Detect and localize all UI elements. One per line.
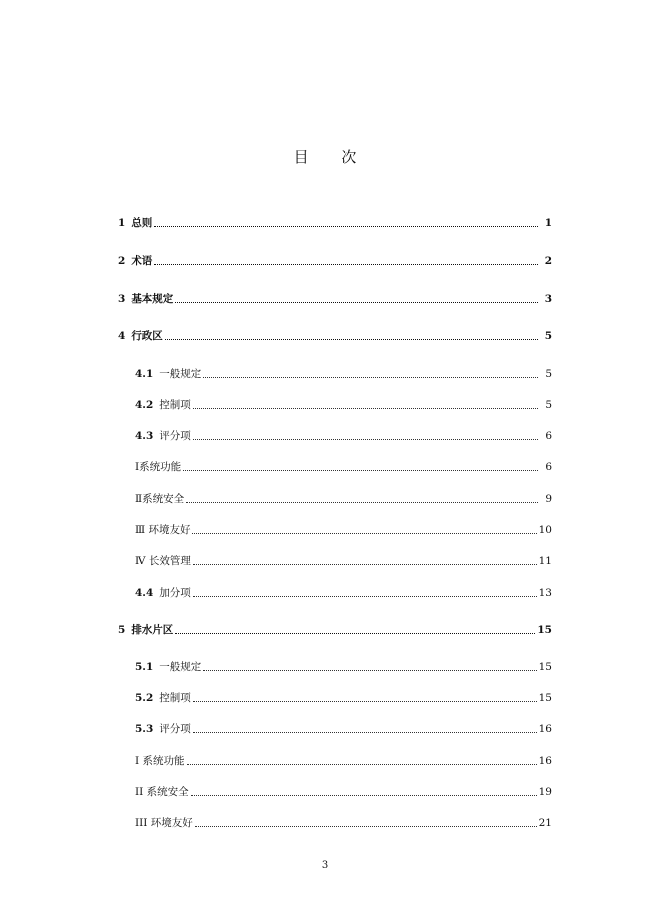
dot-leader xyxy=(183,470,538,471)
toc-entry-label: II 系统安全 xyxy=(135,786,189,798)
toc-entry-number: 5.3 xyxy=(135,723,154,735)
toc-entry-label: 排水片区 xyxy=(131,624,174,636)
dot-leader xyxy=(195,826,537,827)
dot-leader xyxy=(191,795,537,796)
toc-entry-5-3-iii[interactable] xyxy=(135,814,552,830)
toc-entry-label: 加分项 xyxy=(159,587,191,599)
toc-entry-4-3-ii[interactable] xyxy=(135,490,552,506)
toc-entry-label: 基本规定 xyxy=(131,293,174,305)
toc-entry-page: 6 xyxy=(545,461,552,473)
toc-entry-page: 21 xyxy=(538,817,552,829)
toc-entry-number: 4.2 xyxy=(135,399,154,411)
dot-leader xyxy=(175,302,538,303)
toc-entry-label: 控制项 xyxy=(159,399,191,411)
toc-entry-page: 16 xyxy=(538,723,552,735)
toc-entry-page: 15 xyxy=(538,692,552,704)
toc-entry-label: 一般规定 xyxy=(159,661,202,673)
toc-entry-number: 5 xyxy=(118,624,126,636)
toc-entry-page: 19 xyxy=(538,786,552,798)
toc-entry-4-3-i[interactable] xyxy=(135,458,552,474)
toc-entry-page: 13 xyxy=(538,587,552,599)
toc-entry-5[interactable] xyxy=(118,621,552,637)
toc-entry-5-3-ii[interactable] xyxy=(135,783,552,799)
toc-entry-page: 5 xyxy=(545,368,552,380)
toc-entry-3[interactable] xyxy=(118,290,552,306)
toc-entry-page: 5 xyxy=(545,399,552,411)
dot-leader xyxy=(154,226,538,227)
dot-leader xyxy=(193,564,537,565)
dot-leader xyxy=(193,408,538,409)
toc-entry-label: I 系统功能 xyxy=(135,755,185,767)
toc-entry-page: 9 xyxy=(545,493,552,505)
toc-entry-number: 1 xyxy=(118,217,126,229)
dot-leader xyxy=(203,670,536,671)
toc-entry-label: 一般规定 xyxy=(159,368,202,380)
toc-entry-page: 3 xyxy=(544,293,552,305)
toc-entry-number: 4.3 xyxy=(135,430,154,442)
toc-entry-label: Ⅰ系统功能 xyxy=(135,461,182,473)
toc-entry-number: 2 xyxy=(118,255,126,267)
toc-entry-4-3-iv[interactable] xyxy=(135,552,552,568)
dot-leader xyxy=(193,701,537,702)
toc-entry-label: 总则 xyxy=(131,217,153,229)
toc-entry-2[interactable] xyxy=(118,252,552,268)
toc-entry-label: 行政区 xyxy=(131,330,163,342)
toc-entry-5-2[interactable] xyxy=(135,689,552,705)
toc-entry-number: 5.2 xyxy=(135,692,154,704)
dot-leader xyxy=(193,732,537,733)
toc-entry-number: 4.4 xyxy=(135,587,154,599)
page-title: 目 次 xyxy=(293,148,371,166)
toc-entry-label: Ⅲ 环境友好 xyxy=(135,524,191,536)
toc-entry-5-3-i[interactable] xyxy=(135,752,552,768)
dot-leader xyxy=(175,633,535,634)
dot-leader xyxy=(165,339,538,340)
dot-leader xyxy=(193,439,538,440)
toc-entry-4-1[interactable] xyxy=(135,365,552,381)
dot-leader xyxy=(154,264,538,265)
toc-entry-4-3[interactable] xyxy=(135,427,552,443)
toc-entry-page: 5 xyxy=(544,330,552,342)
toc-entry-4-2[interactable] xyxy=(135,396,552,412)
toc-entry-label: 评分项 xyxy=(159,430,191,442)
toc-entry-5-3[interactable] xyxy=(135,720,552,736)
page-number: 3 xyxy=(321,860,329,871)
toc-entry-page: 6 xyxy=(545,430,552,442)
toc-entry-label: 控制项 xyxy=(159,692,191,704)
toc-entry-label: 术语 xyxy=(131,255,153,267)
toc-entry-number: 4 xyxy=(118,330,126,342)
toc-entry-label: Ⅱ系统安全 xyxy=(135,493,185,505)
toc-entry-4[interactable] xyxy=(118,327,552,343)
dot-leader xyxy=(187,764,537,765)
toc-entry-page: 16 xyxy=(538,755,552,767)
toc-entry-4-3-iii[interactable] xyxy=(135,521,552,537)
toc-entry-page: 15 xyxy=(538,661,552,673)
toc-entry-number: 4.1 xyxy=(135,368,154,380)
toc-entry-4-4[interactable] xyxy=(135,584,552,600)
toc-entry-label: III 环境友好 xyxy=(135,817,193,829)
toc-entry-page: 10 xyxy=(538,524,552,536)
toc-entry-page: 1 xyxy=(544,217,552,229)
toc-entry-label: 评分项 xyxy=(159,723,191,735)
toc-entry-page: 11 xyxy=(538,555,552,567)
toc-entry-page: 2 xyxy=(544,255,552,267)
toc-entry-page: 15 xyxy=(537,624,552,636)
dot-leader xyxy=(203,377,538,378)
toc-entry-label: Ⅳ 长效管理 xyxy=(135,555,191,567)
dot-leader xyxy=(186,502,538,503)
dot-leader xyxy=(193,596,537,597)
toc-entry-5-1[interactable] xyxy=(135,658,552,674)
toc-entry-1[interactable] xyxy=(118,214,552,230)
toc-entry-number: 5.1 xyxy=(135,661,154,673)
dot-leader xyxy=(192,533,536,534)
toc-entry-number: 3 xyxy=(118,293,126,305)
